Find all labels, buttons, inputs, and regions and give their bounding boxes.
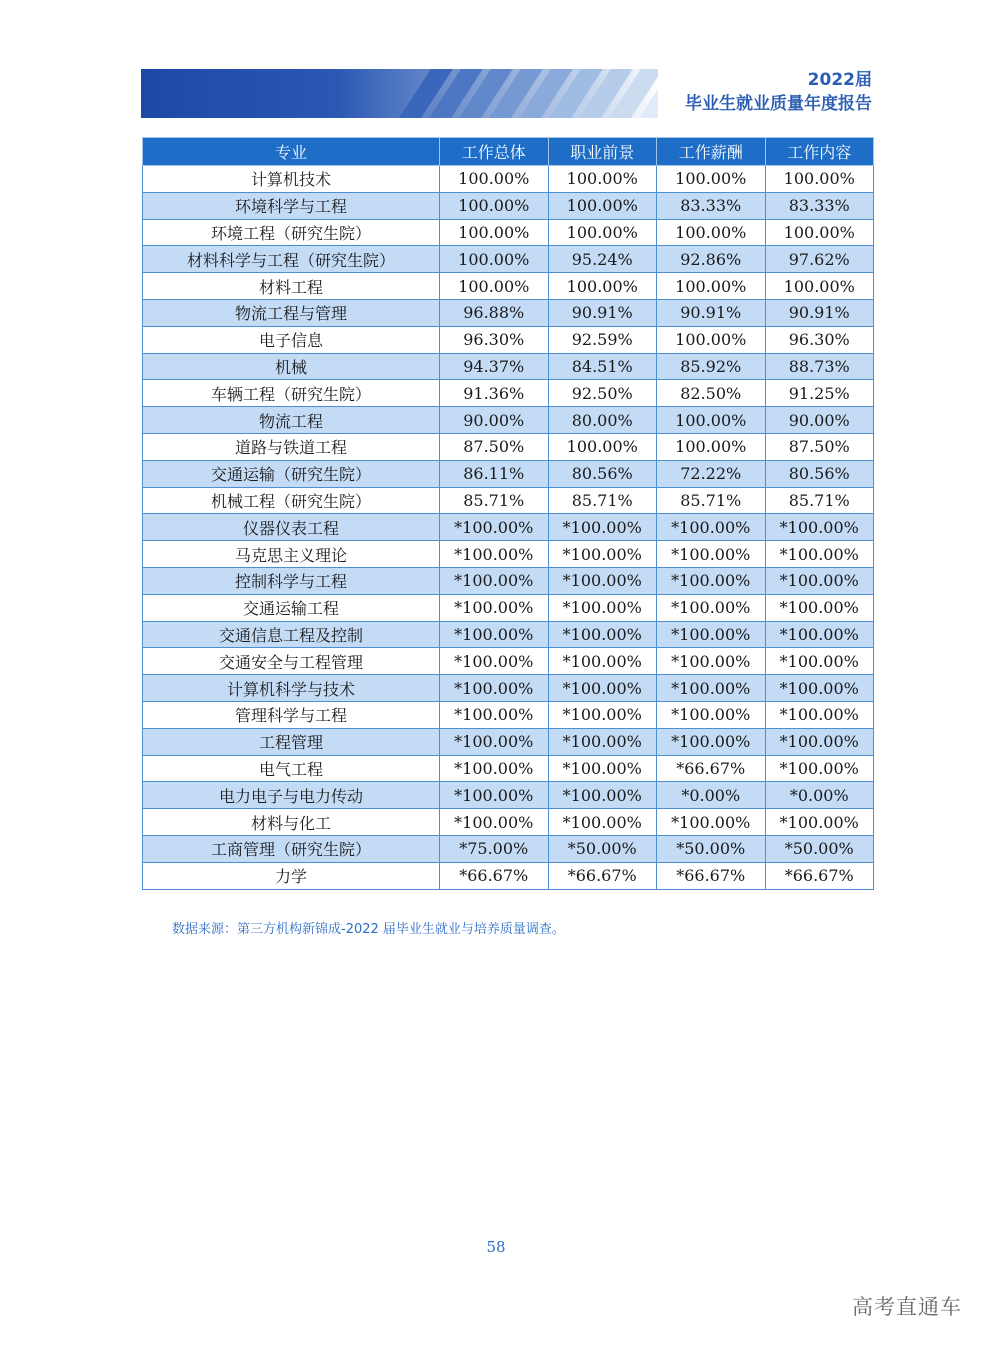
rate-cell: 100.00%: [765, 273, 874, 300]
major-name-cell: 仪器仪表工程: [143, 514, 440, 541]
major-name-cell: 材料科学与工程（研究生院）: [143, 246, 440, 273]
header-banner: [141, 69, 658, 118]
rate-cell: 100.00%: [765, 219, 874, 246]
table-row: [143, 353, 874, 380]
table-row: [143, 460, 874, 487]
rate-cell: *100.00%: [440, 728, 549, 755]
major-name-cell: 工商管理（研究生院）: [143, 835, 440, 862]
rate-cell: *100.00%: [548, 648, 657, 675]
rate-cell: 96.30%: [765, 326, 874, 353]
table-row: [143, 755, 874, 782]
column-header: 工作总体: [440, 138, 549, 166]
table-row: [143, 433, 874, 460]
rate-cell: *100.00%: [548, 567, 657, 594]
rate-cell: 100.00%: [548, 192, 657, 219]
table-row: [143, 809, 874, 836]
major-name-cell: 环境工程（研究生院）: [143, 219, 440, 246]
rate-cell: 83.33%: [657, 192, 766, 219]
rate-cell: 90.00%: [440, 407, 549, 434]
rate-cell: *75.00%: [440, 835, 549, 862]
major-name-cell: 计算机技术: [143, 166, 440, 193]
rate-cell: *100.00%: [548, 541, 657, 568]
table-row: [143, 728, 874, 755]
major-satisfaction-table: [142, 137, 874, 890]
rate-cell: *66.67%: [765, 862, 874, 889]
rate-cell: *100.00%: [440, 648, 549, 675]
major-name-cell: 交通信息工程及控制: [143, 621, 440, 648]
table-body: [143, 166, 874, 890]
rate-cell: 100.00%: [548, 273, 657, 300]
rate-cell: 80.00%: [548, 407, 657, 434]
data-source-note: 数据来源：第三方机构新锦成-2022 届毕业生就业与培养质量调查。: [172, 922, 565, 937]
rate-cell: *100.00%: [657, 621, 766, 648]
rate-cell: 85.71%: [657, 487, 766, 514]
rate-cell: *100.00%: [657, 728, 766, 755]
table-row: [143, 621, 874, 648]
column-header: 职业前景: [548, 138, 657, 166]
rate-cell: *100.00%: [548, 514, 657, 541]
rate-cell: 86.11%: [440, 460, 549, 487]
rate-cell: 100.00%: [548, 166, 657, 193]
rate-cell: *100.00%: [765, 621, 874, 648]
major-name-cell: 电气工程: [143, 755, 440, 782]
rate-cell: *100.00%: [548, 782, 657, 809]
rate-cell: 90.91%: [657, 299, 766, 326]
rate-cell: *100.00%: [657, 648, 766, 675]
rate-cell: *100.00%: [440, 541, 549, 568]
rate-cell: 100.00%: [440, 246, 549, 273]
rate-cell: *100.00%: [765, 755, 874, 782]
rate-cell: *100.00%: [657, 541, 766, 568]
major-name-cell: 马克思主义理论: [143, 541, 440, 568]
rate-cell: 84.51%: [548, 353, 657, 380]
rate-cell: 97.62%: [765, 246, 874, 273]
major-name-cell: 材料与化工: [143, 809, 440, 836]
rate-cell: *100.00%: [440, 621, 549, 648]
rate-cell: 90.00%: [765, 407, 874, 434]
rate-cell: *100.00%: [440, 809, 549, 836]
rate-cell: *100.00%: [440, 675, 549, 702]
rate-cell: 90.91%: [765, 299, 874, 326]
rate-cell: *50.00%: [765, 835, 874, 862]
major-name-cell: 机械: [143, 353, 440, 380]
rate-cell: 100.00%: [657, 433, 766, 460]
rate-cell: 95.24%: [548, 246, 657, 273]
watermark: 高考直通车: [852, 1295, 962, 1319]
rate-cell: 96.30%: [440, 326, 549, 353]
rate-cell: 90.91%: [548, 299, 657, 326]
major-name-cell: 物流工程: [143, 407, 440, 434]
major-name-cell: 管理科学与工程: [143, 701, 440, 728]
major-name-cell: 道路与铁道工程: [143, 433, 440, 460]
table-row: [143, 192, 874, 219]
rate-cell: 80.56%: [765, 460, 874, 487]
table-row: [143, 514, 874, 541]
rate-cell: 100.00%: [548, 219, 657, 246]
major-name-cell: 计算机科学与技术: [143, 675, 440, 702]
table-row: [143, 273, 874, 300]
rate-cell: *100.00%: [657, 701, 766, 728]
rate-cell: 92.50%: [548, 380, 657, 407]
table-row: [143, 567, 874, 594]
rate-cell: 100.00%: [440, 273, 549, 300]
rate-cell: *100.00%: [548, 675, 657, 702]
rate-cell: 100.00%: [440, 192, 549, 219]
rate-cell: *100.00%: [765, 541, 874, 568]
column-header: 专业: [143, 138, 440, 166]
rate-cell: 88.73%: [765, 353, 874, 380]
major-name-cell: 车辆工程（研究生院）: [143, 380, 440, 407]
major-name-cell: 交通运输工程: [143, 594, 440, 621]
rate-cell: *0.00%: [657, 782, 766, 809]
page-number: 58: [486, 1238, 506, 1256]
table-header-row: [143, 138, 874, 166]
rate-cell: 82.50%: [657, 380, 766, 407]
table-row: [143, 675, 874, 702]
table-row: [143, 219, 874, 246]
rate-cell: 92.86%: [657, 246, 766, 273]
rate-cell: 91.36%: [440, 380, 549, 407]
major-name-cell: 材料工程: [143, 273, 440, 300]
rate-cell: 100.00%: [657, 219, 766, 246]
rate-cell: 100.00%: [657, 326, 766, 353]
table-row: [143, 782, 874, 809]
rate-cell: *100.00%: [440, 701, 549, 728]
major-name-cell: 交通安全与工程管理: [143, 648, 440, 675]
rate-cell: 83.33%: [765, 192, 874, 219]
rate-cell: *100.00%: [765, 701, 874, 728]
major-name-cell: 环境科学与工程: [143, 192, 440, 219]
rate-cell: *100.00%: [765, 648, 874, 675]
rate-cell: 85.92%: [657, 353, 766, 380]
table-row: [143, 246, 874, 273]
column-header: 工作薪酬: [657, 138, 766, 166]
major-name-cell: 力学: [143, 862, 440, 889]
major-name-cell: 控制科学与工程: [143, 567, 440, 594]
report-name: 毕业生就业质量年度报告: [685, 94, 872, 114]
rate-cell: *100.00%: [548, 621, 657, 648]
rate-cell: *100.00%: [440, 514, 549, 541]
rate-cell: *50.00%: [657, 835, 766, 862]
rate-cell: 85.71%: [548, 487, 657, 514]
rate-cell: *100.00%: [548, 755, 657, 782]
rate-cell: 100.00%: [440, 219, 549, 246]
rate-cell: 80.56%: [548, 460, 657, 487]
rate-cell: 85.71%: [440, 487, 549, 514]
rate-cell: *66.67%: [657, 862, 766, 889]
major-name-cell: 工程管理: [143, 728, 440, 755]
rate-cell: *100.00%: [765, 809, 874, 836]
table-row: [143, 166, 874, 193]
rate-cell: *100.00%: [657, 567, 766, 594]
table-row: [143, 326, 874, 353]
rate-cell: 85.71%: [765, 487, 874, 514]
rate-cell: 100.00%: [548, 433, 657, 460]
rate-cell: *100.00%: [440, 567, 549, 594]
major-name-cell: 交通运输（研究生院）: [143, 460, 440, 487]
rate-cell: *100.00%: [548, 728, 657, 755]
rate-cell: 72.22%: [657, 460, 766, 487]
rate-cell: *100.00%: [657, 675, 766, 702]
table-row: [143, 407, 874, 434]
rate-cell: 87.50%: [765, 433, 874, 460]
major-name-cell: 物流工程与管理: [143, 299, 440, 326]
major-name-cell: 电力电子与电力传动: [143, 782, 440, 809]
table-row: [143, 862, 874, 889]
rate-cell: *100.00%: [765, 514, 874, 541]
rate-cell: *100.00%: [657, 809, 766, 836]
table-row: [143, 701, 874, 728]
rate-cell: 100.00%: [657, 407, 766, 434]
rate-cell: *50.00%: [548, 835, 657, 862]
rate-cell: 100.00%: [440, 166, 549, 193]
table-row: [143, 299, 874, 326]
report-year: 2022届: [807, 70, 872, 90]
rate-cell: *100.00%: [548, 594, 657, 621]
rate-cell: *100.00%: [657, 594, 766, 621]
rate-cell: *66.67%: [440, 862, 549, 889]
rate-cell: *100.00%: [765, 675, 874, 702]
rate-cell: *100.00%: [548, 701, 657, 728]
table-row: [143, 594, 874, 621]
rate-cell: *100.00%: [548, 809, 657, 836]
rate-cell: 94.37%: [440, 353, 549, 380]
rate-cell: *0.00%: [765, 782, 874, 809]
table-row: [143, 380, 874, 407]
rate-cell: *100.00%: [765, 594, 874, 621]
table-row: [143, 487, 874, 514]
report-title-block: [685, 68, 872, 116]
column-header: 工作内容: [765, 138, 874, 166]
rate-cell: *66.67%: [657, 755, 766, 782]
major-name-cell: 电子信息: [143, 326, 440, 353]
rate-cell: *100.00%: [765, 728, 874, 755]
table-row: [143, 648, 874, 675]
rate-cell: *100.00%: [440, 594, 549, 621]
rate-cell: *100.00%: [440, 782, 549, 809]
rate-cell: 87.50%: [440, 433, 549, 460]
rate-cell: 100.00%: [657, 273, 766, 300]
rate-cell: *100.00%: [657, 514, 766, 541]
table-row: [143, 541, 874, 568]
rate-cell: 100.00%: [765, 166, 874, 193]
table-row: [143, 835, 874, 862]
rate-cell: *66.67%: [548, 862, 657, 889]
rate-cell: 91.25%: [765, 380, 874, 407]
rate-cell: 92.59%: [548, 326, 657, 353]
rate-cell: *100.00%: [765, 567, 874, 594]
rate-cell: 100.00%: [657, 166, 766, 193]
rate-cell: 96.88%: [440, 299, 549, 326]
major-name-cell: 机械工程（研究生院）: [143, 487, 440, 514]
rate-cell: *100.00%: [440, 755, 549, 782]
